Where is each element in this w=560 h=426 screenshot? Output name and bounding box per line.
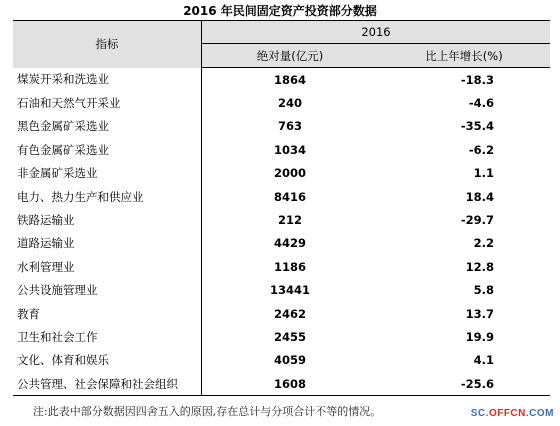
- table-row: [13, 279, 550, 302]
- row-growth-cell: [378, 68, 550, 92]
- header-indicator: 指标: [13, 21, 202, 68]
- row-growth-cell: [378, 255, 550, 278]
- row-indicator: 卫生和社会工作: [13, 325, 202, 348]
- table-row: [13, 255, 550, 278]
- table-row: [13, 138, 550, 161]
- row-growth-cell: [378, 372, 550, 396]
- row-indicator: 非金属矿采选业: [13, 162, 202, 185]
- row-growth-cell: [378, 208, 550, 231]
- row-amount: 13441: [269, 283, 310, 298]
- table-row: [13, 91, 550, 114]
- row-growth: 18.4: [465, 189, 494, 204]
- row-growth-cell: [378, 302, 550, 325]
- row-amount: 8416: [273, 189, 306, 204]
- header-year: 2016: [202, 21, 551, 44]
- row-indicator: 公共设施管理业: [13, 279, 202, 302]
- table-body: [13, 68, 550, 396]
- header-growth: 比上年增长(%): [378, 44, 550, 68]
- table-row: [13, 115, 550, 138]
- row-indicator: 教育: [13, 302, 202, 325]
- row-growth-cell: [378, 279, 550, 302]
- row-amount: 1864: [273, 72, 306, 87]
- data-table: [13, 21, 550, 396]
- row-amount: 763: [277, 119, 302, 134]
- row-growth-cell: [378, 115, 550, 138]
- row-amount: 1186: [273, 259, 306, 274]
- table-row: [13, 68, 550, 92]
- page-title: 2016 年民间固定资产投资部分数据: [183, 4, 377, 18]
- table-row: [13, 208, 550, 231]
- row-amount: 2000: [273, 166, 306, 181]
- header-amount: 绝对量(亿元): [202, 44, 379, 68]
- row-growth: -6.2: [468, 142, 494, 157]
- row-indicator: 铁路运输业: [13, 208, 202, 231]
- row-growth: 12.8: [465, 259, 494, 274]
- row-growth: -18.3: [460, 72, 494, 87]
- table-row: [13, 372, 550, 396]
- row-indicator: 黑色金属矿采选业: [13, 115, 202, 138]
- row-indicator: 公共管理、社会保障和社会组织: [13, 372, 202, 396]
- row-growth-cell: [378, 185, 550, 208]
- row-growth-cell: [378, 232, 550, 255]
- footnote: 注:此表中部分数据因四舍五入的原因,存在总计与分项合计不等的情况。: [33, 405, 382, 418]
- row-growth: 19.9: [465, 329, 494, 344]
- header-row-1: [13, 21, 550, 44]
- row-growth: 13.7: [465, 306, 494, 321]
- row-growth-cell: [378, 325, 550, 348]
- table-row: [13, 185, 550, 208]
- row-growth: 5.8: [473, 283, 494, 298]
- watermark-logo: [471, 408, 554, 419]
- row-growth: 1.1: [473, 166, 494, 181]
- row-growth-cell: [378, 91, 550, 114]
- table-row: [13, 325, 550, 348]
- row-amount: 2462: [273, 306, 306, 321]
- row-indicator: 电力、热力生产和供应业: [13, 185, 202, 208]
- row-amount: 4429: [273, 236, 306, 251]
- table-row: [13, 349, 550, 372]
- row-amount: 1034: [273, 142, 306, 157]
- row-growth: -29.7: [460, 213, 494, 228]
- row-growth-cell: [378, 349, 550, 372]
- watermark-part2: OFFCN: [488, 408, 526, 419]
- row-indicator: 有色金属矿采选业: [13, 138, 202, 161]
- row-indicator: 水利管理业: [13, 255, 202, 278]
- row-growth: -25.6: [460, 376, 494, 391]
- watermark-part3: .COM: [525, 408, 554, 419]
- row-indicator: 道路运输业: [13, 232, 202, 255]
- row-indicator: 煤炭开采和洗选业: [13, 68, 202, 92]
- row-growth: -35.4: [460, 119, 494, 134]
- table-row: [13, 162, 550, 185]
- row-amount: 240: [277, 96, 302, 111]
- row-indicator: 石油和天然气开采业: [13, 91, 202, 114]
- row-growth: -4.6: [468, 96, 494, 111]
- row-growth-cell: [378, 138, 550, 161]
- row-indicator: 文化、体育和娱乐: [13, 349, 202, 372]
- row-amount: 4059: [273, 353, 306, 368]
- row-amount: 1608: [202, 372, 379, 396]
- table-row: [13, 232, 550, 255]
- row-growth: 4.1: [473, 353, 494, 368]
- row-amount: 212: [277, 213, 302, 228]
- watermark-part1: SC.: [470, 408, 489, 419]
- row-growth: 2.2: [473, 236, 494, 251]
- row-amount: 2455: [273, 329, 306, 344]
- row-growth-cell: [378, 162, 550, 185]
- table-row: [13, 302, 550, 325]
